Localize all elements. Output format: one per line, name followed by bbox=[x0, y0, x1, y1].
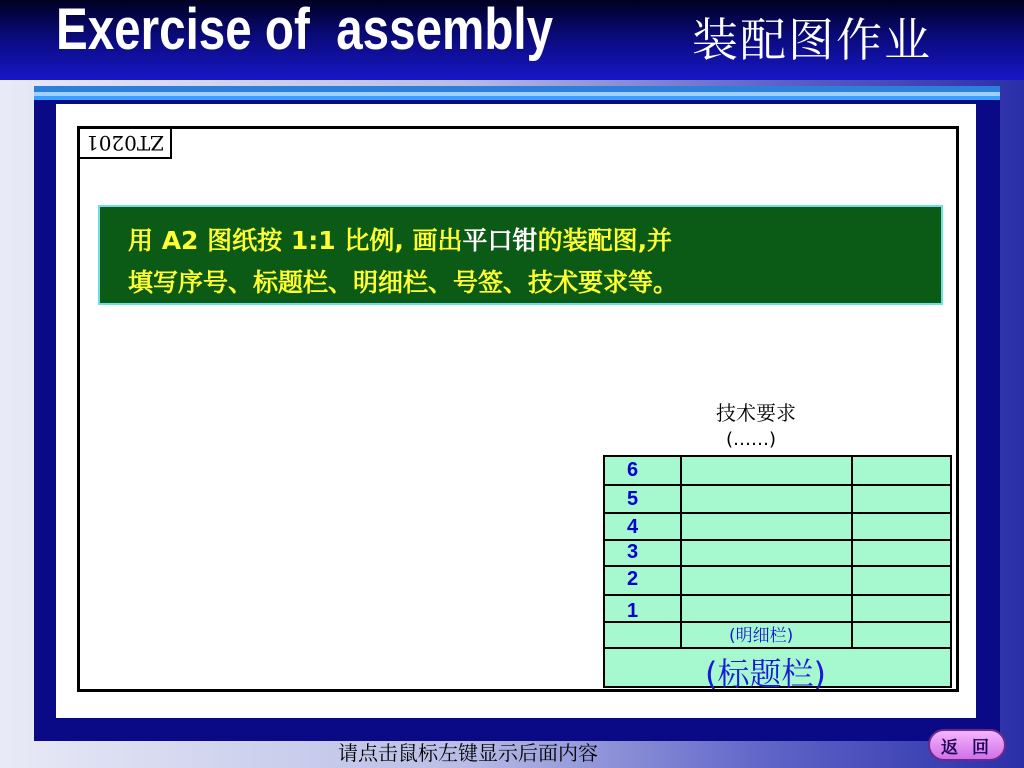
return-button[interactable]: 返 回 bbox=[928, 729, 1006, 761]
task-line-1-start: 用 A2 图纸按 1:1 比例, 画出 bbox=[128, 226, 463, 255]
parts-table bbox=[603, 455, 952, 693]
row-number: 5 bbox=[627, 488, 639, 510]
drawing-code-box bbox=[80, 129, 172, 159]
table-row-divider bbox=[605, 594, 950, 596]
task-line-1-end: 的装配图,并 bbox=[537, 226, 673, 255]
row-number: 1 bbox=[627, 600, 639, 622]
task-line-2: 填写序号、标题栏、明细栏、号签、技术要求等。 bbox=[128, 268, 679, 297]
row-number: 6 bbox=[627, 459, 639, 481]
click-hint: 请点击鼠标左键显示后面内容 bbox=[338, 741, 598, 765]
table-row-divider bbox=[605, 512, 950, 514]
table-row-divider bbox=[605, 539, 950, 541]
title-english: Exercise of assembly bbox=[56, 0, 554, 62]
header-band bbox=[0, 0, 1024, 80]
tech-requirements-title: 技术要求 bbox=[716, 401, 796, 425]
detail-list-label: (明细栏) bbox=[729, 626, 794, 646]
title-block-label: (标题栏) bbox=[705, 655, 826, 693]
table-row-divider bbox=[605, 484, 950, 486]
tech-requirements-placeholder: (……) bbox=[726, 429, 777, 450]
row-number: 2 bbox=[627, 568, 639, 590]
row-number: 3 bbox=[627, 541, 639, 563]
drawing-code: ZT0201 bbox=[85, 131, 165, 155]
row-number: 4 bbox=[627, 516, 639, 538]
task-line-1 bbox=[128, 221, 672, 257]
title-chinese: 装配图作业 bbox=[692, 13, 932, 67]
task-instructions bbox=[98, 205, 943, 305]
task-line-1-highlight: 平口钳 bbox=[462, 226, 538, 255]
table-row-divider bbox=[605, 565, 950, 567]
